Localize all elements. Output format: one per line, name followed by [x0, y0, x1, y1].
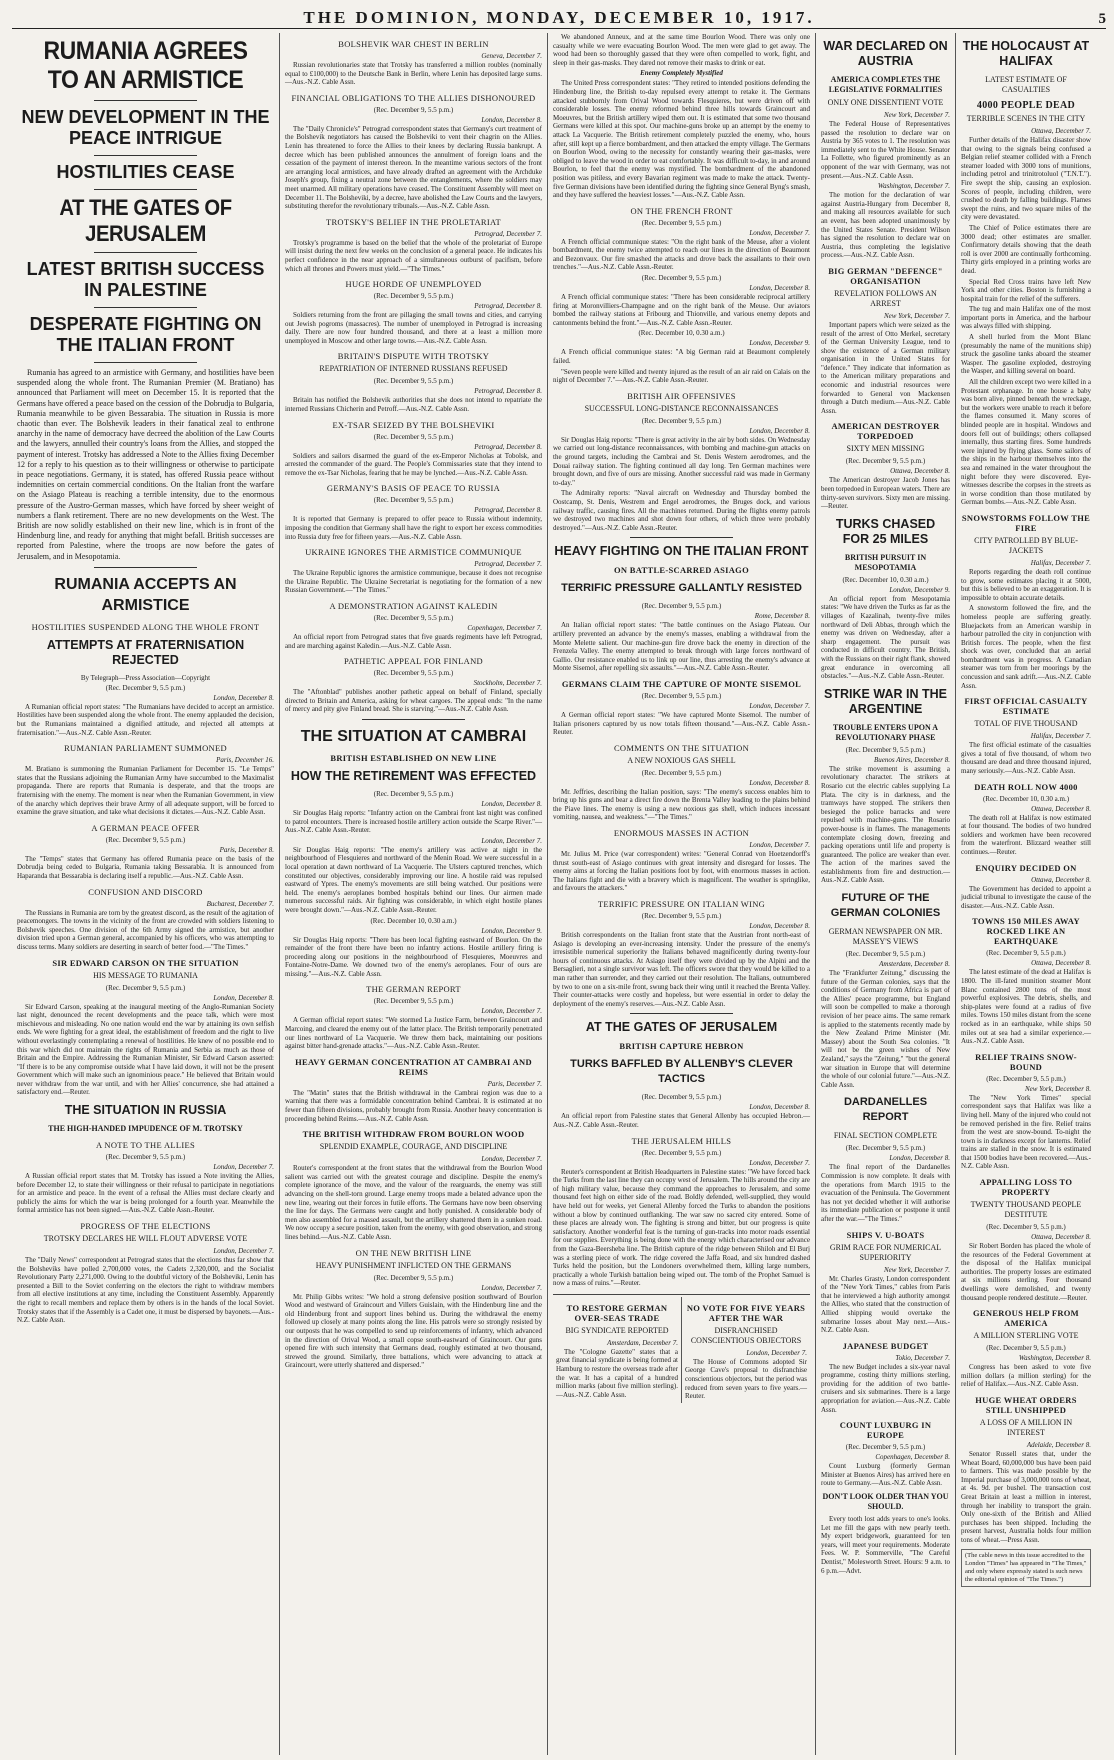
article-text: Reports regarding the death roll continue to grow, some estimates placing it at 5000, but this is believed to be an exaggeration. It is impossible to obtain accurate details.: [961, 567, 1091, 602]
headline: ON THE FRENCH FRONT: [630, 205, 733, 216]
article-text: Soldiers and sailors disarmed the guard of the ex-Emperor Nicholas at Tobolsk, and arrested the commander of the guard. The People's Commissaries state that they intend to remove the ex-Tsar Nicholas, fearing that he may be lynched.—Aus.-N.Z. Cable Assn.: [285, 451, 542, 477]
headline: AMERICAN DESTROYER TORPEDOED: [831, 421, 940, 442]
deck: BRITISH ESTABLISHED ON NEW LINE: [330, 752, 497, 763]
article-text: A shell hurled from the Mont Blanc (presumably the name of the munitions ship) struck the gasoline tanks aboard the steamer Wasper. The gasoline exploded, destroying the Wasper, and killing several on board.: [961, 333, 1091, 376]
headline: SIR EDWARD CARSON ON THE SITUATION: [52, 957, 239, 968]
article-text: Mr. Charles Grasty, London correspondent of the "New York Times," cables from Paris that he interviewed a high authority amongst the Allies, who stated that the construction of Allied shipping would overtake the submarine losses about May next.—Aus.-N.Z. Cable Assn.: [821, 1274, 950, 1335]
main-headline: RUMANIA AGREES TO AN ARMISTICE: [43, 37, 248, 94]
article-text: It is reported that Germany is prepared to offer peace to Russia without indemnity, imposing the condition that Germany shall have the right to export her excess commodities into Russia duty free for fifteen years.—Aus.-N.Z. Cable Assn.: [285, 515, 542, 541]
deck: TROTSKY DECLARES HE WILL FLOUT ADVERSE VOTE: [43, 1234, 248, 1244]
headline: RELIEF TRAINS SNOW-BOUND: [975, 1051, 1077, 1072]
headline: DARDANELLES REPORT: [843, 1096, 928, 1124]
article-text: The tug and main Halifax one of the most important ports in America, and the harbour was always filled with shipping.: [961, 305, 1091, 331]
deck: THE HIGH-HANDED IMPUDENCE OF M. TROTSKY: [48, 1124, 243, 1134]
headline: AT THE GATES OF JERUSALEM: [585, 1020, 778, 1035]
deck: GERMAN NEWSPAPER ON MR. MASSEY'S VIEWS: [828, 927, 943, 947]
column-1: RUMANIA AGREES TO AN ARMISTICE NEW DEVELOPMENT IN THE PEACE INTRIGUE HOSTILITIES CEASE AT THE GATES OF JERUSALEM LATEST BRITISH SUCCESS IN PALESTINE DESPERATE FIGHTING ON THE ITALIAN FRONT Rumania has agreed to an armistice with Germany, and hostilities have been suspended along the whole front. The Rumanian Premier (M. Bratiano) has announced that Parliament will meet on December 15. It is reported that the Germans have offered a peace based on the cession of the Dobrudja to Bulgaria, Rumania meanwhile to be given Bessarabia. The situation in Russia is more chaotic than ever. The Bolshevik leaders in their fanatical zeal to enthrone anarchy in the name of democracy have decreed the abolition of the Law Courts and the lawyers, annulled their country's loans from the Allies, and stopped the payment of interest. Trotsky has addressed a Note to the Allies fixing December 12 for a reply to his question as to their willingness or otherwise to participate in peace negotiations. Germany, it is stated, has offered Russia peace without indemnities on certain commercial conditions. On the Italian front the warfare on the Asiago Plateau is reaching a terrible intensity, due to the enormous pressure of the Austro-German masses, which have forced by sheer weight of numbers a flank retirement. There are no new developments on the West. The British are now solidly established on their new line, which is in front of the Hindenburg line, and ready for anything that might befall. British successes are reported from Palestine, where the troops are now before the gates of Jerusalem, and in Mesopotamia. RUMANIA ACCEPTS AN ARMISTICE HOSTILITIES SUSPENDED ALONG THE WHOLE FRONT ATTEMPTS AT FRATERNISATION REJECTED By Telegraph—Press Association—Copyright (Rec. December 9, 5.5 p.m.) London, December 8. A Rumanian official report states: "The Rumanians have decided to accept an armistice. Hostilities have been suspended along the whole front. The enemy applauded the decision, but the Rumanians maintained a dignified attitude, and rejected all attempts at fraternisation."—Aus.-N.Z. Cable Assn.-Reuter. RUMANIAN PARLIAMENT SUMMONED Paris, December 16. M. Bratiano is summoning the Rumanian Parliament for December 15. "Le Temps" states that the Russians adjoining the Rumanian Army have succumbed to the Maximalist propaganda. There are reports that Rumania is desperate, and that the troops are fraternising with the enemy. The moment is near when the Rumanian Government, in view of the anarchy which deprives their brave Army of all adequate support, will be forced to examine the grave situation, and take what decisions it dictates.—Aus.-N.Z. Cable Assn. A GERMAN PEACE OFFER (Rec. December 9, 5.5 p.m.) Paris, December 8. The "Temps" states that Germany has offered Rumania peace on the basis of the Dobrudja being ceded to Bulgaria, Rumania taking Bessarabia. It is announced from Haparanda that Bessarabia is declaring itself a republic.—Aus.-N.Z. Cable Assn. CONFUSION AND DISCORD Bucharest, December 7. The Russians in Rumania are torn by the greatest discord, as the result of the agitation of peacemongers. The towns in the vicinity of the front are crowded with soldiers listening to Bolshevik speeches. One division of the 6th Army signed the armistice, but another division tried upon a German general, accompanied by his officers, who was attempting to discuss terms. Many soldiers are deserting in search of better food.—"The Times." SIR EDWARD CARSON ON THE SITUATION HIS MESSAGE TO RUMANIA (Rec. December 9, 5.5 p.m.) London, December 8. Sir Edward Carson, speaking at the inaugural meeting of the Anglo-Rumanian Society last night, denounced the recent developments and the peace talk, which were most mischievous and misleading. No one nation would end the war by attaining its own selfish ends. We were fighting for a great ideal, the establishment of freedom and the right to live without everlastingly contemplating a renewal of hostilities. He knew of no possible end to this war which did not maintain the rights of Rumania and Serbia as much as those of Britain and the Empire. Addressing the Rumanian Minister, Sir Edward Carson asserted: "If there is to be any compromise outside what I have laid down, it will not be the present Government which will make such an ignominious peace." He believed that Britain would never withdraw from the war until, and with her Allies' concurrence, she had attained a satisfactory end.—Reuter. THE SITUATION IN RUSSIA THE HIGH-HANDED IMPUDENCE OF M. TROTSKY A NOTE TO THE ALLIES (Rec. December 9, 5.5 p.m.) London, December 7. A Russian official report states that M. Trotsky has issued a Note inviting the Allies, before December 12, to state their willingness or their refusal to participate in negotiations for an armistice and peace. In the event of a refusal the Allies must declare clearly and publicly the aims for which the war is being prolonged for a fourth year. Meanwhile the formal armistice has not been signed.—Aus.-N.Z. Cable Assn.-Reuter. PROGRESS OF THE ELECTIONS TROTSKY DECLARES HE WILL FLOUT ADVERSE VOTE London, December 7. The "Daily News" correspondent at Petrograd states that the elections thus far show that the Bolsheviks have polled 2,700,000 votes, the Cadets 2,320,000, and the Socialist Revolutionary Party 2,271,000. Owing to the doubtful victory of the Bolsheviki, Lenin has presented a Bill to the Soviet conferring on the electors the right to withdraw members from all elective institutions at any time, including the Constituent Assembly. Apparently the right to recall members and replace them by others is in the hands of the local Soviet. Trotsky states that if the Assembly is a Cadet one, it must be dispersed by bayonets.—Aus.-N.Z. Cable Assn.: [12, 33, 280, 1755]
deck: CITY PATROLLED BY BLUE-JACKETS: [974, 535, 1078, 555]
headline: LATEST BRITISH SUCCESS IN PALESTINE: [26, 259, 265, 300]
article-text: The Federal House of Representatives passed the resolution to declare war on Austria by 365 votes to 1. The resolution was immediately sent to the White House. Senator La Follette, who figured prominently as an opponent of the war with Germany, was not present.—Aus.-N.Z. Cable Assn.: [821, 120, 950, 180]
divider: [630, 537, 733, 538]
article-text: Mr. Julius M. Price (war correspondent) writes: "General Conrad von Hoetzendorff's thrust south-east of Asiago continues with great intensity and disregard for losses. The enemy aims at forcing the Italian positions foot by foot, with enormous masses in action. The Italians fight and die with a bravery which is magnificent. The weather is springlike, and favours the attackers.": [553, 850, 810, 893]
headline: NO VOTE FOR FIVE YEARS AFTER THE WAR: [686, 1302, 806, 1323]
masthead-title: THE DOMINION, MONDAY, DECEMBER 10, 1917.: [303, 8, 815, 27]
article-text: The "Aftonblad" publishes another pathetic appeal on behalf of Finland, specially directed to Britain and America, asking for wheat cargoes. The appeal ends: "In the name of mercy and pity give Finland bread. She is starving."—Aus.-N.Z. Cable Assn.: [285, 688, 542, 714]
article-text: Reuter's correspondent at British Headquarters in Palestine states: "We have forced back the Turks from the last line they can occupy west of Jerusalem. The hills around the city are of high military value, because they command the approaches to Jerusalem, and some thousand feet high on either side of the road. Boldly defended, well-supplied, they would have held out for weeks, yet General Allenby forced the Turks to abandon the positions without a blow by continued outflanking. The war saw no sacred city entered. Some of these places are already won. The fighting is strong and bitter, but our progress is quite satisfactory. Another wonderful feat is the turning of gun-tracks into motor roads essential for our supplies. Everything is being done with the energy which characterised our advance from the Gaza-Beersheba line. The British capture of the ridge between Shiloh and El Burj was a sterling piece of work. The ridge covered the Jaffa Road, and six hundred dashed Turks held the position, but the Londoners overwhelmed them, killing large numbers, practically a whole Turkish battalion being wiped out. The tomb of the Prophet Samuel is now a mass of ruins."—Reuter.: [553, 1167, 810, 1288]
headline: HEAVY GERMAN CONCENTRATION AT CAMBRAI AND REIMS: [295, 1056, 532, 1077]
article-text: The "Matin" states that the British withdrawal in the Cambrai region was due to a warning that there was a formidable concentration behind Cambrai. It is estimated at no fewer than fifteen divisions, probably brought from Russia. Another heavy concentration is proceeding behind Reims.—Aus.-N.Z. Cable Assn.: [285, 1088, 542, 1123]
headline: PROGRESS OF THE ELECTIONS: [80, 1221, 211, 1232]
divider: [94, 567, 197, 568]
article-text: "Seven people were killed and twenty injured as the result of an air raid on Calais on the night of December 7."—Aus.-N.Z. Cable Assn.-Reuter.: [553, 367, 810, 385]
headline: PATHETIC APPEAL FOR FINLAND: [343, 656, 483, 667]
headline: SHIPS V. U-BOATS: [846, 1229, 925, 1240]
headline: THE HOLOCAUST AT HALIFAX: [962, 39, 1090, 68]
article-text: A French official communique states: "A big German raid at Beaumont completely failed.: [553, 348, 810, 366]
headline: COMMENTS ON THE SITUATION: [613, 742, 750, 753]
editorial-note: (The cable news in this issue accredited to the London "Times" has appeared in "The Times," and only where expressly stated is such news the editorial opinion of "The Times."): [961, 1549, 1091, 1587]
headline: BIG GERMAN "DEFENCE" ORGANISATION: [828, 265, 943, 286]
deck: FINAL SECTION COMPLETE: [833, 1131, 938, 1141]
headline: FINANCIAL OBLIGATIONS TO THE ALLIES DISHONOURED: [291, 92, 536, 103]
article-text: Sir Douglas Haig reports: "There is great activity in the air by both sides. On Wednesday we carried out long-distance reconnaissances, with bombing and machine-gun attacks on the ground targets, including the Cambrai and St. Denis Western aerodromes, and the Douai railway station. The fighting continued all day long. Ten German machines were brought down, and five of ours are missing. Another successful raid was made in Germany to-day.": [553, 435, 810, 487]
article-text: The Chief of Police estimates there are 3000 dead; other estimates are smaller. Confirmatory details showing that the death roll is over 2000 are continually forthcoming. Thirty girls employed in a printing works are dead.: [961, 223, 1091, 275]
deck: ON BATTLE-SCARRED ASIAGO: [613, 565, 750, 576]
bottom-boxes: [553, 1294, 810, 1403]
headline: EX-TSAR SEIZED BY THE BOLSHEVIKI: [332, 419, 495, 430]
deck: REVELATION FOLLOWS AN ARREST: [834, 288, 937, 308]
article-text: The "Cologne Gazette" states that a great financial syndicate is being formed at Hamburg to restore the overseas trade after the war. It has a capital of a hundred million marks (about five million sterling).—Aus.-N.Z. Cable Assn.: [556, 1347, 678, 1399]
page-number: 5: [1098, 11, 1106, 27]
article-text: An official report from Palestine states that General Allenby has occupied Hebron.—Aus.-N.Z. Cable Assn.-Reuter.: [553, 1112, 810, 1129]
headline: A DEMONSTRATION AGAINST KALEDIN: [329, 601, 498, 611]
article-text: Special Red Cross trains have left New York and other cities. Boston is furnishing a hospital train for the relief of the sufferers.: [961, 277, 1091, 303]
columns: [12, 33, 1106, 1755]
article-text: All the children except two were killed in a Protestant orphanage. In one house a baby was born alive, pinned beneath the wreckage, but the workers were unable to reach it before the flames consumed it. Many scores of blinded people are in hospital. Windows and doors fell out of buildings; others collapsed internally, thus starting fires. Some hundreds were injured by flying glass. Some sailors of the ships in the harbour themselves into the sea and remained in the water throughout the night before they were discovered. Eye-witnesses describe the corpses in the streets as in worse condition than those mutilated by German bombs.—Aus.-N.Z. Cable Assn.: [961, 378, 1091, 507]
deck: TWENTY THOUSAND PEOPLE DESTITUTE: [970, 1200, 1082, 1220]
article-text: A Rumanian official report states: "The Rumanians have decided to accept an armistice. Hostilities have been suspended along the whole front. The enemy applauded the decision, but the Rumanians maintained a dignified attitude, and rejected all attempts at fraternisation."—Aus.-N.Z. Cable Assn.-Reuter.: [17, 702, 274, 737]
headline: FUTURE OF THE GERMAN COLONIES: [830, 892, 941, 920]
deck: TERRIBLE SCENES IN THE CITY: [966, 114, 1086, 123]
lead-paragraph: Rumania has agreed to an armistice with Germany, and hostilities have been suspended along the whole front. The Rumanian Premier (M. Bratiano) has announced that Parliament will meet on December 15. It is reported that the Germans have offered a peace based on the cession of the Dobrudja to Bulgaria, Rumania meanwhile to be given Bessarabia. The situation in Russia is more chaotic than ever. The Bolshevik leaders in their fanatical zeal to enthrone anarchy in the name of democracy have decreed the abolition of the Law Courts and the lawyers, annulled their country's loans from the Allies, and stopped the payment of interest. Trotsky has addressed a Note to the Allies fixing December 12 for a reply to his question as to their willingness or otherwise to participate in peace negotiations. Germany, it is stated, has offered Russia peace without indemnities on certain commercial conditions. On the Italian front the warfare on the Asiago Plateau is reaching a terrible intensity, due to the enormous pressure of the Austro-German masses, which have forced by sheer weight of numbers a flank retirement. There are no new developments on the West. The British are now solidly established on their new line, which is in front of the Hindenburg line, and ready for anything that might befall. British successes are reported from Palestine, where the troops are now before the gates of Jerusalem, and in Mesopotamia.: [17, 368, 274, 561]
article-text: The final report of the Dardanelles Commission is now complete. It deals with the operations from March 1915 to the evacuation of the Peninsula. The Government has not yet decided whether it will authorise its immediate publication or postpone it until after the war.—"The Times.": [821, 1163, 950, 1223]
deck: TROUBLE ENTERS UPON A REVOLUTIONARY PHASE: [832, 722, 939, 742]
article-text: A Russian official report states that M. Trotsky has issued a Note inviting the Allies, before December 12, to state their willingness or their refusal to participate in negotiations for an armistice and peace. In the event of a refusal the Allies must declare clearly and publicly the aims for which the war is being prolonged for a fourth year. Meanwhile the formal armistice has not been signed.—Aus.-N.Z. Cable Assn.-Reuter.: [17, 1172, 274, 1215]
article-text: The Ukraine Republic ignores the armistice communique, because it does not recognise the Ukraine Republic. The Ukraine Secretariat is negotiating for the formation of a new Russian Government.—"The Times.": [285, 569, 542, 595]
deck: ONLY ONE DISSENTIENT VOTE: [827, 98, 944, 107]
headline: FIRST OFFICIAL CASUALTY ESTIMATE: [964, 696, 1088, 717]
article-text: Sir Douglas Haig reports: "The enemy's artillery was active at night in the neighbourhood of Flesquieres and northward of the Menin Road. We were successful in a local operation at dawn northward of La Vacquerie. The Ulsters captured trenches, which constituted our objectives, considerably improving our line. A hostile raid was repulsed eastward of Ypres. The enemy's movements are still being watched. Our positions were held. The enemy's aeroplanes bombed hospitals behind our lines. Our airmen made numerous successful raids. Air fighting was considerable, in which eight hostile planes were brought down."—Aus.-N.Z. Cable Assn.-Reuter.: [285, 845, 542, 914]
headline: SNOWSTORMS FOLLOW THE FIRE: [961, 512, 1091, 533]
article-text: An official report from Mesopotamia states: "We have driven the Turks as far as the villages of Kazalinah, twenty-five miles northward of Deli Abbas, through which the enemy was driven on Wednesday, after a sharp engagement. The pursuit was conducted in difficult country. The British, with the Russians on their right flank, showed great endurance in overcoming all obstacles."—Aus.-N.Z. Cable Assn.-Reuter.: [821, 594, 950, 681]
headline: HEAVY FIGHTING ON THE ITALIAN FRONT: [554, 544, 809, 559]
headline: 4000 PEOPLE DEAD: [976, 100, 1076, 111]
headline: HUGE WHEAT ORDERS STILL UNSHIPPED: [975, 1395, 1077, 1415]
headline: TURKS CHASED FOR 25 MILES: [835, 516, 936, 546]
advertisement-headline: DON'T LOOK OLDER THAN YOU SHOULD.: [822, 1492, 949, 1512]
article-text: The Government has decided to appoint a judicial tribunal to investigate the cause of the disaster.—Aus.-N.Z. Cable Assn.: [961, 884, 1091, 910]
article-text: Russian revolutionaries state that Trotsky has transferred a million roubles (nominally equal to £100,000) to the Deutsche Bank in Berlin, where Lenin has deposited large sums.—Aus.-N.Z. Cable Assn.: [285, 61, 542, 87]
article-text: Sir Douglas Haig reports: "There has been local fighting eastward of Bourlon. On the remainder of the front there have been no infantry actions. Hostile artillery firing is proceeding along our positions in the neighbourhood of Flesquieres, Moeuvres and Fontaine-Notre-Dame. We downed two of the enemy's aeroplanes. Four of ours are missing."—Aus.-N.Z. Cable Assn.: [285, 935, 542, 978]
headline: STRIKE WAR IN THE ARGENTINE: [824, 686, 947, 716]
deck: A NEW NOXIOUS GAS SHELL: [627, 755, 736, 765]
article-text: The "Daily News" correspondent at Petrograd states that the elections thus far show that the Bolsheviks have polled 2,700,000 votes, the Cadets 2,320,000, and the Socialist Revolutionary Party 2,271,000. Owing to the doubtful victory of the Bolsheviki, Lenin has presented a Bill to the Soviet conferring on the electors the right to withdraw members from all elective institutions at any time, including the Constituent Assembly. Apparently the right to recall members and replace them by others is in the hands of the local Soviet. Trotsky states that if the Assembly is a Cadet one, it must be dispersed by bayonets.—Aus.-N.Z. Cable Assn.: [17, 1256, 274, 1325]
headline: TERRIFIC PRESSURE ON ITALIAN WING: [597, 899, 766, 910]
headline: HOSTILITIES CEASE: [56, 162, 235, 182]
article-text: Sir Douglas Haig reports: "Infantry action on the Cambrai front last night was confined to patrol encounters. There is increased hostile artillery action outside the Scarpe River."—Aus.-N.Z. Cable Assn.-Reuter.: [285, 808, 542, 835]
headline: ATTEMPTS AT FRATERNISATION REJECTED: [46, 637, 245, 667]
article-text: British correspondents on the Italian front state that the Austrian front north-east of Asiago is developing an ever-increasing intensity. Under the pressure of the enemy's irresistible numerical superiority the Italians behaved magnificently during twenty-four hours of continuous attacks. At Asiago itself they were divided up by the Alpini and the Bersaglieri, not a single survivor was left. The officers swore that they would be killed to a man rather than surrender, and they carried out their resolution. The Italians, outnumbered by two to one on a six-mile front, swung back their wing until it reached the Brenta Valley. Their counter-attacks were costly and hopeless, but were essential in order to delay the deployment of the enemy's reserves.—Aus.-N.Z. Cable Assn.: [553, 931, 810, 1008]
deck: GRIM RACE FOR NUMERICAL SUPERIORITY: [829, 1242, 942, 1262]
deck: HOSTILITIES SUSPENDED ALONG THE WHOLE FRONT: [31, 621, 260, 632]
box-german-trade: TO RESTORE GERMAN OVER-SEAS TRADE BIG SYNDICATE REPORTED Amsterdam, December 7. The "Cologne Gazette" states that a great financial syndicate is being formed at Hamburg to restore the overseas trade after the war. It has a capital of a hundred million marks (about five million sterling).—Aus.-N.Z. Cable Assn.: [553, 1297, 682, 1403]
headline: WAR DECLARED ON AUSTRIA: [823, 39, 948, 68]
article-text: The first official estimate of the casualties gives a total of five thousand, of whom two thousand are dead and three thousand injured, many seriously.—Aus.-N.Z. Cable Assn.: [961, 741, 1091, 776]
headline: THE JERUSALEM HILLS: [631, 1135, 732, 1146]
article-text: The House of Commons adopted Sir George Cave's proposal to disfranchise conscientious objectors, but the period was reduced from seven years to five years.—Reuter.: [685, 1357, 807, 1401]
article-text: Sir Edward Carson, speaking at the inaugural meeting of the Anglo-Rumanian Society last night, denounced the recent developments and the peace talk, which were most mischievous and misleading. No one nation would end the war by attaining its own selfish ends. We were fighting for a great ideal, the establishment of freedom and the right to live without everlastingly contemplating a renewal of hostilities. He knew of no possible end to this war which did not maintain the rights of Rumania and Serbia as much as those of Britain and the Empire. Addressing the Rumanian Minister, Sir Edward Carson asserted: "If there is to be any compromise outside what I have laid down, it will not be the present Government which will make such an ignominious peace." He believed that Britain would never withdraw from the war until, and with her Allies' concurrence, she had attained a satisfactory end.—Reuter.: [17, 1002, 274, 1097]
article-text: We abandoned Anneux, and at the same time Bourlon Wood. There was only one casualty while we were evacuating Bourlon Wood. The men were glad to get away. The wood had been so thoroughly gassed that they were often compelled to work, fight, and sleep in their gas-masks. They dared not remove their masks to drink or eat.: [553, 33, 810, 67]
headline: DESPERATE FIGHTING ON THE ITALIAN FRONT: [29, 314, 262, 355]
headline: A GERMAN PEACE OFFER: [91, 822, 200, 833]
article-text: Mr. Philip Gibbs writes: "We hold a strong defensive position southward of Bourlon Wood and westward of Graincourt and Villers Guislain, with the Hindenburg line and the old Hindenburg front and support lines behind us. During the withdrawal the enemy followed up closely at many points along the line. His patrols were so strongly resisted by our outposts that he was compelled to send up reinforcements of infantry, which advanced in the direction of Orival Wood, a small copse south-eastward of Graincourt. Our guns opened fire with such intensity that Germans dead, roughly estimated at two thousand, strewed the ground. Similarly, three battalions, which were advancing to attack at Graincourt, were utterly shattered and dispersed.": [285, 1292, 542, 1370]
headline: RUMANIA ACCEPTS AN ARMISTICE: [54, 575, 237, 614]
article-text: M. Bratiano is summoning the Rumanian Parliament for December 15. "Le Temps" states that the Russians adjoining the Rumanian Army have succumbed to the Maximalist propaganda. There are reports that Rumania is desperate, and that the troops are fraternising with the enemy. The moment is near when the Rumanian Government, in view of the anarchy which deprives their brave Army of all adequate support, will be forced to examine the grave situation, and take what decisions it dictates.—Aus.-N.Z. Cable Assn.: [17, 765, 274, 817]
article-text: A snowstorm followed the fire, and the homeless people are suffering greatly. Bluejackets from an American warship in harbour patrolled the city in conjunction with British forces. The people, when the first shock was over, concluded that an aerial bombardment was in progress. A Canadian steamer was torn from her moorings by the concussion and sank adrift.—Aus.-N.Z. Cable Assn.: [961, 604, 1091, 690]
headline: THE BRITISH WITHDRAW FROM BOURLON WOOD: [302, 1129, 525, 1140]
article-text: The strike movement is assuming a revolutionary character. The strikers at Rosario cut the electric cables supplying La Plata. The city is in darkness, and the tramways have stopped. The strikers then besieged the police barracks and were repulsed with machine-guns. The Rosario power-house is in flames. The managements contemplate closing down, freezing and packing operations until life and property is guaranteed. The police are weaker than ever. The action of the marines saved the establishments from fire and destruction.—Aus.-N.Z. Cable Assn.: [821, 764, 950, 885]
headline: ENQUIRY DECIDED ON: [975, 862, 1077, 873]
deck: HEAVY PUNISHMENT INFLICTED ON THE GERMANS: [315, 1260, 512, 1270]
headline: GENEROUS HELP FROM AMERICA: [973, 1308, 1079, 1329]
article-text: Further details of the Halifax disaster show that owing to the signals being confused a Belgian relief steamer collided with a French steamer loaded with 3000 tons of munitions, including petrol and trinitrotoluol ("T.N.T."). Fire swept the ship, causing an explosion. Scores of people, including children, were crushed to death by falling buildings. Flames swept the ruins, and two square miles of the city were devastated.: [961, 136, 1091, 222]
divider: [630, 1013, 733, 1014]
article-text: The "Frankfurter Zeitung," discussing the future of the German colonies, says that the conditions of Germany from Africa is part of the Allies' peace programme, but England will soon be compelled to make a thorough revision of her peace aims. The same remark is applied to the statements recently made by the New Zealand Prime Minister (Mr. Massey) about the South Sea colonies. "It will not be the green wishes of New Zealand," says the "Zeitung," "but the general war situation in Europe that will determine the whole of our colonial future."—Aus.-N.Z. Cable Assn.: [821, 969, 950, 1089]
article-text: The new Budget includes a six-year naval programme, costing thirty millions sterling, providing for the addition of two battle-cruisers and six submarines. There is a large appropriation for aviation.—Aus.-N.Z. Cable Assn.: [821, 1362, 950, 1414]
article-text: The latest estimate of the dead at Halifax is 1800. The ill-fated munition steamer Mont Blanc contained 2800 tons of the most powerful explosives. The debris, shells, and ship-plates were found at a radius of five miles. Towns 150 miles distant from the scene rocked as in an earthquake, while ships 50 miles out at sea had a similar experience.—Aus.-N.Z. Cable Assn.: [961, 968, 1091, 1046]
article-text: A German official report states: "We have captured Monte Sisemol. The number of Italian prisoners captured by us now totals fifteen thousand."—Aus.-N.Z. Cable Assn.-Reuter.: [553, 710, 810, 737]
deck: SPLENDID EXAMPLE, COURAGE, AND DISCIPLINE: [319, 1142, 508, 1152]
headline: TERRIFIC PRESSURE GALLANTLY RESISTED: [561, 582, 802, 595]
advertisement-text: Every tooth lost adds years to one's looks. Let me fill the gaps with new pearly teeth. My expert bridgework, guaranteed for ten years, will meet your requirements. Moderate Fees. W. P. Sommerville, "The Careful Dentist," Molesworth Street. Hours: 9 a.m. to 6 p.m.—Advt.: [821, 1515, 950, 1575]
headline: GERMANS CLAIM THE CAPTURE OF MONTE SISEMOL: [561, 678, 802, 689]
deck: A MILLION STERLING VOTE: [973, 1331, 1079, 1341]
divider: [94, 155, 197, 156]
article-text: Soldiers returning from the front are pillaging the small towns and cities, and carrying out Jewish pogroms (massacres). The number of unemployed in Petrograd is increasing daily. There are now four hundred thousand, and there at a least a million more unemployed in Moscow and other large towns.—Aus.-N.Z. Cable Assn.: [285, 311, 542, 345]
deck: SUCCESSFUL LONG-DISTANCE RECONNAISSANCES: [584, 403, 779, 413]
column-3: We abandoned Anneux, and at the same time Bourlon Wood. There was only one casualty while we were evacuating Bourlon Wood. The men were glad to get away. The wood had been so thoroughly gassed that they were often compelled to work, fight, and sleep in their gas-masks. They dared not remove their masks to drink or eat. Enemy Completely Mystified The United Press correspondent states: "They retired to intended positions defending the Hindenburg line, the British to-day repulsed every attempt to retake it. The Germans attacked stubbornly from Orival Wood towards Flesquieres, but were driven off with considerable losses. The enemy reformed behind three hills towards Graincourt and Moeuvres, but the British artillery wiped them out. It is estimated that some two thousand Germans were killed at this spot. Our machine-guns broke up an attempt by the enemy to attack La Vacquerie. The British retirement completely puzzled the enemy, who, hours after, still kept up a fierce bombardment, and then attacked the empty village. The Germans on Bourlon Wood, owing to the necessity for constantly wearing their gas-masks, were obliged to leave the wood in order to eat comfortably. It was difficult to-day, in and around Bourlon, to feel that the enemy was mystified. The bombardment of the abandoned position was pitiless, and every Bavarian regiment was made to make the attack. Twenty-five German divisions have been identified during the fighting since General Byng's smash, and they have suffered the heaviest losses."—Aus.-N.Z. Cable Assn. ON THE FRENCH FRONT (Rec. December 9, 5.5 p.m.) London, December 7. A French official communique states: "On the right bank of the Meuse, after a violent bombardment, the enemy twice attempted to reach our lines in the direction of Beaumont and Bezonvaux. Our fire smashed the attacks and drove back the assailants to their own trenches."—Aus.-N.Z. Cable Assn.-Reuter. (Rec. December 9, 5.5 p.m.) London, December 8. A French official communique states: "There has been considerable reciprocal artillery firing at Moronvilliers-Champagne and on the right bank of the Meuse. Our aviators bombed the railway stations at Fribourg and Thionville, and various enemy depots and cantonments behind the front."—Aus.-N.Z. Cable Assn.-Reuter. (Rec. December 10, 0.30 a.m.) London, December 9. A French official communique states: "A big German raid at Beaumont completely failed. "Seven people were killed and twenty injured as the result of an air raid on Calais on the night of December 7."—Aus.-N.Z. Cable Assn.-Reuter. BRITISH AIR OFFENSIVES SUCCESSFUL LONG-DISTANCE RECONNAISSANCES (Rec. December 9, 5.5 p.m.) London, December 8. Sir Douglas Haig reports: "There is great activity in the air by both sides. On Wednesday we carried out long-distance reconnaissances, with bombing and machine-gun attacks on the ground targets, including the Cambrai and St. Denis Western aerodromes, and the Douai railway station. The fighting continued all day long. Ten German machines were brought down, and five of ours are missing. Another successful raid was made in Germany to-day." The Admiralty reports: "Naval aircraft on Wednesday and Thursday bombed the Oostcamp, St. Denis, Westrem and Engel aerodromes, the Bruges dock, and various railway traffic, causing fires. All the machines returned. During the flights enemy patrols we destroyed two machines and shot down four others, of which three were probably destroyed."—Aus.-N.Z. Cable Assn.-Reuter. HEAVY FIGHTING ON THE ITALIAN FRONT ON BATTLE-SCARRED ASIAGO TERRIFIC PRESSURE GALLANTLY RESISTED (Rec. December 9, 5.5 p.m.) Rome, December 8. An Italian official report states: "The battle continues on the Asiago Plateau. Our artillery prevented an advance by the enemy's masses, enabling a withdrawal from the Monte Melette salient. Our machine-gun fire drove back the enemy in direction of the Frenzela Valley. The enemy attempted to break through with large forces northward of Gallio. Our resistance enabled us to link up our line, thus arresting the enemy's advance at Monte Sisemol, after repelling six assaults."—Aus.-N.Z. Cable Assn.-Reuter. GERMANS CLAIM THE CAPTURE OF MONTE SISEMOL (Rec. December 9, 5.5 p.m.) London, December 7. A German official report states: "We have captured Monte Sisemol. The number of Italian prisoners captured by us now totals fifteen thousand."—Aus.-N.Z. Cable Assn.-Reuter. COMMENTS ON THE SITUATION A NEW NOXIOUS GAS SHELL (Rec. December 9, 5.5 p.m.) London, December 8. Mr. Jeffries, describing the Italian position, says: "The enemy's success enables him to bring up his guns and bear a direct fire down the Brenta Valley leading to the plains behind the Piave lines. The enemy is using a new noxious gas shell, which induces incessant vomiting, nausea, and weakness."—"The Times." ENORMOUS MASSES IN ACTION London, December 7. Mr. Julius M. Price (war correspondent) writes: "General Conrad von Hoetzendorff's thrust south-east of Asiago continues with great intensity and disregard for losses. The enemy aims at forcing the Italian positions foot by foot, with enormous masses in action. The Italians fight and die with a bravery which is magnificent. The weather is springlike, and favours the attackers." TERRIFIC PRESSURE ON ITALIAN WING (Rec. December 9, 5.5 p.m.) London, December 8. British correspondents on the Italian front state that the Austrian front north-east of Asiago is developing an ever-increasing intensity. Under the pressure of the enemy's irresistible numerical superiority the Italians behaved magnificently during twenty-four hours of continuous attacks. At Asiago itself they were divided up by the Alpini and the Bersaglieri, not a single survivor was left. The officers swore that they would be killed to a man rather than surrender, and they carried out their resolution. The Italians, outnumbered by two to one on a six-mile front, swung back their wing until it reached the Brenta Valley. Their counter-attacks were costly and hopeless, but were essential in order to delay the deployment of the enemy's reserves.—Aus.-N.Z. Cable Assn. AT THE GATES OF JERUSALEM BRITISH CAPTURE HEBRON TURKS BAFFLED BY ALLENBY'S CLEVER TACTICS (Rec. December 9, 5.5 p.m.) London, December 8. An official report from Palestine states that General Allenby has occupied Hebron.—Aus.-N.Z. Cable Assn.-Reuter. THE JERUSALEM HILLS (Rec. December 9, 5.5 p.m.) London, December 7. Reuter's correspondent at British Headquarters in Palestine states: "We have forced back the Turks from the last line they can occupy west of Jerusalem. The hills around the city are of high military value, because they command the approaches to Jerusalem, and some thousand feet high on either side of the road. Boldly defended, well-supplied, they would have held out for weeks, yet General Allenby forced the Turks to abandon the positions without a blow by continued outflanking. The war saw no sacred city entered. Some of these places are already won. The fighting is strong and bitter, but our progress is quite satisfactory. Another wonderful feat is the turning of gun-tracks into motor roads essential for our supplies. Everything is being done with the energy which characterised our advance from the Gaza-Beersheba line. The British capture of the ridge between Shiloh and El Burj was a sterling piece of work. The ridge covered the Jaffa Road, and six hundred dashed Turks held the position, but the Londoners overwhelmed them, killing large numbers, practically a whole Turkish battalion being wiped out. The tomb of the Prophet Samuel is now a mass of ruins."—Reuter. TO RESTORE GERMAN OVER-SEAS TRADE BIG SYNDICATE REPORTED Amsterdam, December 7. The "Cologne Gazette" states that a great financial syndicate is being formed at Hamburg to restore the overseas trade after the war. It has a capital of a hundred million marks (about five million sterling).—Aus.-N.Z. Cable Assn. NO VOTE FOR FIVE YEARS AFTER THE WAR DISFRANCHISED CONSCIENTIOUS OBJECTORS London, December 7. The House of Commons adopted Sir George Cave's proposal to disfranchise conscientious objectors, but the period was reduced from seven years to five years.—Reuter.: [548, 33, 816, 1755]
column-4: WAR DECLARED ON AUSTRIA AMERICA COMPLETES THE LEGISLATIVE FORMALITIES ONLY ONE DISSENTIENT VOTE New York, December 7. The Federal House of Representatives passed the resolution to declare war on Austria by 365 votes to 1. The resolution was immediately sent to the White House. Senator La Follette, who figured prominently as an opponent of the war with Germany, was not present.—Aus.-N.Z. Cable Assn. Washington, December 7. The motion for the declaration of war against Austria-Hungary from December 8, and making all resources available for such an event, has been adopted unanimously by the United States Senate. President Wilson has signed the resolution to declare war on Austria, thus completing the legislative process.—Aus.-N.Z. Cable Assn. BIG GERMAN "DEFENCE" ORGANISATION REVELATION FOLLOWS AN ARREST New York, December 7. Important papers which were seized as the result of the arrest of Otto Merkel, secretary of the German University League, tend to show the existence of a German military organisation in the United States for "defence." They indicate that information as to the American military preparations and economic and industrial resources were forwarded to General von Mackensen through a Dutch medium.—Aus.-N.Z. Cable Assn. AMERICAN DESTROYER TORPEDOED SIXTY MEN MISSING (Rec. December 9, 5.5 p.m.) Ottawa, December 8. The American destroyer Jacob Jones has been torpedoed in European waters. There are thirty-seven survivors. Sixty men are missing.—Reuter. TURKS CHASED FOR 25 MILES BRITISH PURSUIT IN MESOPOTAMIA (Rec. December 10, 0.30 a.m.) London, December 9. An official report from Mesopotamia states: "We have driven the Turks as far as the villages of Kazalinah, twenty-five miles northward of Deli Abbas, through which the enemy was driven on Wednesday, after a sharp engagement. The pursuit was conducted in difficult country. The British, with the Russians on their right flank, showed great endurance in overcoming all obstacles."—Aus.-N.Z. Cable Assn.-Reuter. STRIKE WAR IN THE ARGENTINE TROUBLE ENTERS UPON A REVOLUTIONARY PHASE (Rec. December 9, 5.5 p.m.) Buenos Aires, December 8. The strike movement is assuming a revolutionary character. The strikers at Rosario cut the electric cables supplying La Plata. The city is in darkness, and the tramways have stopped. The strikers then besieged the police barracks and were repulsed with machine-guns. The Rosario power-house is in flames. The managements contemplate closing down, freezing and packing operations until life and property is guaranteed. The police are weaker than ever. The action of the marines saved the establishments from fire and destruction.—Aus.-N.Z. Cable Assn. FUTURE OF THE GERMAN COLONIES GERMAN NEWSPAPER ON MR. MASSEY'S VIEWS (Rec. December 9, 5.5 p.m.) Amsterdam, December 8. The "Frankfurter Zeitung," discussing the future of the German colonies, says that the conditions of Germany from Africa is part of the Allies' peace programme, but England will soon be compelled to make a thorough revision of her peace aims. The same remark is applied to the statements recently made by the New Zealand Prime Minister (Mr. Massey) about the South Sea colonies. "It will not be the green wishes of New Zealand," says the "Zeitung," "but the general war situation in Europe that will determine the whole of our colonial future."—Aus.-N.Z. Cable Assn. DARDANELLES REPORT FINAL SECTION COMPLETE (Rec. December 9, 5.5 p.m.) London, December 8. The final report of the Dardanelles Commission is now complete. It deals with the operations from March 1915 to the evacuation of the Peninsula. The Government has not yet decided whether it will authorise its immediate publication or postpone it until after the war.—"The Times." SHIPS V. U-BOATS GRIM RACE FOR NUMERICAL SUPERIORITY New York, December 7. Mr. Charles Grasty, London correspondent of the "New York Times," cables from Paris that he interviewed a high authority amongst the Allies, who stated that the construction of Allied shipping would overtake the submarine losses about May next.—Aus.-N.Z. Cable Assn. JAPANESE BUDGET Tokio, December 7. The new Budget includes a six-year naval programme, costing thirty millions sterling, providing for the addition of two battle-cruisers and six submarines. There is a large appropriation for aviation.—Aus.-N.Z. Cable Assn. COUNT LUXBURG IN EUROPE (Rec. December 9, 5.5 p.m.) Copenhagen, December 8. Count Luxburg (formerly German Minister at Buenos Aires) has arrived here en route to Germany.—Aus.-N.Z. Cable Assn. DON'T LOOK OLDER THAN YOU SHOULD. Every tooth lost adds years to one's looks. Let me fill the gaps with new pearly teeth. My expert bridgework, guaranteed for ten years, will meet your requirements. Moderate Fees. W. P. Sommerville, "The Careful Dentist," Molesworth Street. Hours: 9 a.m. to 6 p.m.—Advt.: [816, 33, 956, 1755]
article-text: Congress has been asked to vote five million dollars (a million sterling) for the relief of Halifax.—Aus.-N.Z. Cable Assn.: [961, 1363, 1091, 1389]
headline: TROTSKY'S BELIEF IN THE PROLETARIAT: [325, 216, 502, 227]
divider: [94, 307, 197, 308]
box-no-vote: NO VOTE FOR FIVE YEARS AFTER THE WAR DISFRANCHISED CONSCIENTIOUS OBJECTORS London, December 7. The House of Commons adopted Sir George Cave's proposal to disfranchise conscientious objectors, but the period was reduced from seven years to five years.—Reuter.: [685, 1302, 807, 1401]
column-2: BOLSHEVIK WAR CHEST IN BERLIN Geneva, December 7. Russian revolutionaries state that Trotsky has transferred a million roubles (nominally equal to £100,000) to the Deutsche Bank in Berlin, where Lenin has deposited large sums.—Aus.-N.Z. Cable Assn. FINANCIAL OBLIGATIONS TO THE ALLIES DISHONOURED (Rec. December 9, 5.5 p.m.) London, December 8. The "Daily Chronicle's" Petrograd correspondent states that Germany's curt treatment of the Bolshevik negotiators has caused the Bolsheviki to vent their chagrin on the Allies. Lenin has threatened to force the Allies to their knees by declaring Russia bankrupt. A decree which has been published announces the annulment of foreign loans and the cessation of the payment of interest thereon. In the meantime various sectors of the front are arranging local armistices, and have already drafted an agreement with the Archduke Joseph's group, fixing a neutral zone between the entanglements, where the soldiers may meet unarmed. All military operations have ceased. The Constituent Assembly will meet on December 11. The Bolsheviki, by a decree, have abolished the Law Courts and the lawyers, substituting therefor the revolutionary tribunals.—Aus.-N.Z. Cable Assn. TROTSKY'S BELIEF IN THE PROLETARIAT Petrograd, December 7. Trotsky's programme is based on the belief that the whole of the proletariat of Europe will insist during the next few weeks on the conclusion of a general peace. He indicates his perfect confidence in the near approach of a simultaneous outburst of pacifism, before which all thrones and Powers must yield.—"The Times." HUGE HORDE OF UNEMPLOYED (Rec. December 9, 5.5 p.m.) Petrograd, December 8. Soldiers returning from the front are pillaging the small towns and cities, and carrying out Jewish pogroms (massacres). The number of unemployed in Petrograd is increasing daily. There are now four hundred thousand, and there at a least a million more unemployed in Moscow and other large towns.—Aus.-N.Z. Cable Assn. BRITAIN'S DISPUTE WITH TROTSKY REPATRIATION OF INTERNED RUSSIANS REFUSED (Rec. December 9, 5.5 p.m.) Petrograd, December 8. Britain has notified the Bolshevik authorities that she does not intend to repatriate the interned Russians Chicherin and Petroff.—Aus.-N.Z. Cable Assn. EX-TSAR SEIZED BY THE BOLSHEVIKI (Rec. December 9, 5.5 p.m.) Petrograd, December 8. Soldiers and sailors disarmed the guard of the ex-Emperor Nicholas at Tobolsk, and arrested the commander of the guard. The People's Commissaries state that they intend to remove the ex-Tsar Nicholas, fearing that he may be lynched.—Aus.-N.Z. Cable Assn. GERMANY'S BASIS OF PEACE TO RUSSIA (Rec. December 9, 5.5 p.m.) Petrograd, December 8. It is reported that Germany is prepared to offer peace to Russia without indemnity, imposing the condition that Germany shall have the right to export her excess commodities into Russia duty free for fifteen years.—Aus.-N.Z. Cable Assn. UKRAINE IGNORES THE ARMISTICE COMMUNIQUE Petrograd, December 7. The Ukraine Republic ignores the armistice communique, because it does not recognise the Ukraine Republic. The Ukraine Secretariat is negotiating for the formation of a new Russian Government.—"The Times." A DEMONSTRATION AGAINST KALEDIN (Rec. December 9, 5.5 p.m.) Copenhagen, December 7. An official report from Petrograd states that five guards regiments have left Petrograd, and are marching against Kaledin.—Aus.-N.Z. Cable Assn. PATHETIC APPEAL FOR FINLAND (Rec. December 9, 5.5 p.m.) Stockholm, December 7. The "Aftonblad" publishes another pathetic appeal on behalf of Finland, specially directed to Britain and America, asking for wheat cargoes. The appeal ends: "In the name of mercy and pity give Finland bread. She is starving."—Aus.-N.Z. Cable Assn. THE SITUATION AT CAMBRAI BRITISH ESTABLISHED ON NEW LINE HOW THE RETIREMENT WAS EFFECTED (Rec. December 9, 5.5 p.m.) London, December 8. Sir Douglas Haig reports: "Infantry action on the Cambrai front last night was confined to patrol encounters. There is increased hostile artillery action outside the Scarpe River."—Aus.-N.Z. Cable Assn.-Reuter. London, December 7. Sir Douglas Haig reports: "The enemy's artillery was active at night in the neighbourhood of Flesquieres and northward of the Menin Road. We were successful in a local operation at dawn northward of La Vacquerie. The Ulsters captured trenches, which constituted our objectives, considerably improving our line. A hostile raid was repulsed eastward of Ypres. The enemy's movements are still being watched. Our positions were held. The enemy's aeroplanes bombed hospitals behind our lines. Our airmen made numerous successful raids. Air fighting was considerable, in which eight hostile planes were brought down."—Aus.-N.Z. Cable Assn.-Reuter. (Rec. December 10, 0.30 a.m.) London, December 9. Sir Douglas Haig reports: "There has been local fighting eastward of Bourlon. On the remainder of the front there have been no infantry actions. Hostile artillery firing is proceeding along our positions in the neighbourhood of Flesquieres, Moeuvres and Fontaine-Notre-Dame. We downed two of the enemy's aeroplanes. Four of ours are missing."—Aus.-N.Z. Cable Assn. THE GERMAN REPORT (Rec. December 9, 5.5 p.m.) London, December 7. A German official report states: "We stormed La Justice Farm, between Graincourt and Marcoing, and cleared the enemy out of the latter place. The British temporarily penetrated our lines northward of La Vacquerie. We threw them back, maintaining our positions against bitter hand-grenade attacks."—Aus.-N.Z. Cable Assn.-Reuter. HEAVY GERMAN CONCENTRATION AT CAMBRAI AND REIMS Paris, December 7. The "Matin" states that the British withdrawal in the Cambrai region was due to a warning that there was a formidable concentration behind Cambrai. It is estimated at no fewer than fifteen divisions, probably brought from Russia. Another heavy concentration is proceeding behind Reims.—Aus.-N.Z. Cable Assn. THE BRITISH WITHDRAW FROM BOURLON WOOD SPLENDID EXAMPLE, COURAGE, AND DISCIPLINE London, December 7. Router's correspondent at the front states that the withdrawal from the Bourlon Wood salient was carried out with the greatest courage and discipline. Despite the enemy's complete ignorance of the move, and the valour of the rearguards, the enemy was still advancing on the shell-torn ground. Large enemy troops made a belated advance upon the new line, wearing out their forces in futile efforts. The Germans have now been observing the line for days. The Germans were caught and hotly punished. A considerable body of men also assembled for a massed assault, but the artillery shattered them in a sunken road. We now occupy a secure position, taken from the enemy, with good observation, and strong lines behind.—Aus.-N.Z. Cable Assn. ON THE NEW BRITISH LINE HEAVY PUNISHMENT INFLICTED ON THE GERMANS (Rec. December 9, 5.5 p.m.) London, December 7. Mr. Philip Gibbs writes: "We hold a strong defensive position southward of Bourlon Wood and westward of Graincourt and Villers Guislain, with the Hindenburg line and the old Hindenburg front and support lines behind us. During the withdrawal the enemy followed up closely at many points along the line. His patrols were so strongly resisted by our outposts that he was compelled to send up reinforcements of infantry, which advanced in the direction of Orival Wood, a small copse south-eastward of Graincourt. Our guns opened fire with such intensity that Germans dead, roughly estimated at two thousand, strewed the ground. Similarly, three battalions, which were advancing to attack at Graincourt, were utterly shattered and dispersed.": [280, 33, 548, 1755]
divider: [362, 719, 465, 720]
deck: BIG SYNDICATE REPORTED: [565, 1325, 669, 1335]
headline: TO RESTORE GERMAN OVER-SEAS TRADE: [566, 1302, 668, 1323]
article-text: Important papers which were seized as the result of the arrest of Otto Merkel, secretary of the German University League, tend to show the existence of a German military organisation in the United States for "defence." They indicate that information as to the American military preparations and economic and industrial resources were forwarded to General von Mackensen through a Dutch medium.—Aus.-N.Z. Cable Assn.: [821, 320, 950, 415]
headline: THE SITUATION AT CAMBRAI: [300, 727, 527, 745]
divider: [94, 252, 197, 253]
headline: BRITISH AIR OFFENSIVES: [627, 390, 736, 401]
article-text: A German official report states: "We stormed La Justice Farm, between Graincourt and Marcoing, and cleared the enemy out of the latter place. The British temporarily penetrated our lines northward of La Vacquerie. We threw them back, maintaining our positions against bitter hand-grenade attacks."—Aus.-N.Z. Cable Assn.-Reuter.: [285, 1016, 542, 1051]
headline: THE SITUATION IN RUSSIA: [64, 1103, 227, 1118]
article-text: The motion for the declaration of war against Austria-Hungary from December 8, and making all resources available for such an event, has been adopted unanimously by the United States Senate. President Wilson has signed the resolution to declare war on Austria, thus completing the legislative process.—Aus.-N.Z. Cable Assn.: [821, 191, 950, 260]
deck: TOTAL OF FIVE THOUSAND: [974, 719, 1078, 729]
headline: HUGE HORDE OF UNEMPLOYED: [345, 279, 482, 290]
deck: SIXTY MEN MISSING: [846, 444, 925, 454]
article-text: Mr. Jeffries, describing the Italian position, says: "The enemy's success enables him to bring up his guns and bear a direct fire down the Brenta Valley leading to the plains behind the Piave lines. The enemy is using a new noxious gas shell, which induces incessant vomiting, nausea, and weakness."—"The Times.": [553, 787, 810, 822]
divider: [94, 362, 197, 363]
article-text: Count Luxburg (formerly German Minister at Buenos Aires) has arrived here en route to Germany.—Aus.-N.Z. Cable Assn.: [821, 1462, 950, 1488]
headline: DEATH ROLL NOW 4000: [974, 781, 1078, 792]
article-text: Router's correspondent at the front states that the withdrawal from the Bourlon Wood salient was carried out with the greatest courage and discipline. Despite the enemy's complete ignorance of the move, and the valour of the rearguards, the enemy was still advancing on the shell-torn ground. Large enemy troops made a belated advance upon the new line, wearing out their forces in futile efforts. The Germans have now been observing the line for days. The Germans were caught and hotly punished. A considerable body of men also assembled for a massed assault, but the artillery shattered them in a sunken road. We now occupy a secure position, taken from the enemy, with good observation, and strong lines behind.—Aus.-N.Z. Cable Assn.: [285, 1164, 542, 1241]
article-text: The Russians in Rumania are torn by the greatest discord, as the result of the agitation of peacemongers. The towns in the vicinity of the front are crowded with soldiers listening to Bolshevik speeches. One division of the 6th Army signed the armistice, but another division tried upon a German general, accompanied by his officers, who was attempting to discuss terms. Many soldiers are deserting in search of better food.—"The Times.": [17, 908, 274, 951]
article-text: A French official communique states: "On the right bank of the Meuse, after a violent bombardment, the enemy twice attempted to reach our lines in the direction of Beaumont and Bezonvaux. Our fire smashed the attacks and drove back the assailants to their own trenches."—Aus.-N.Z. Cable Assn.-Reuter.: [553, 237, 810, 272]
headline: A NOTE TO THE ALLIES: [95, 1140, 196, 1151]
divider: [94, 189, 197, 190]
article-text: The United Press correspondent states: "They retired to intended positions defending the Hindenburg line, the British to-day repulsed every attempt to retake it. The Germans attacked stubbornly from Orival Wood towards Flesquieres, but were driven off with considerable losses. The enemy reformed behind three hills towards Graincourt and Moeuvres, but the British artillery wiped them out. It is estimated that some two thousand Germans were killed at this spot. Our machine-guns broke up an attempt by the enemy to attack La Vacquerie. The British retirement completely puzzled the enemy, who, hours after, still kept up a fierce bombardment, and then attacked the empty village. The Germans on Bourlon Wood, owing to the necessity for constantly wearing their gas-masks, were obliged to leave the wood in order to eat comfortably. It was difficult to-day, in and around Bourlon, to feel that the enemy was mystified. The bombardment of the abandoned position was pitiless, and every Bavarian regiment was made to make the attack. Twenty-five German divisions have been identified during the fighting since General Byng's smash, and they have suffered the heaviest losses."—Aus.-N.Z. Cable Assn.: [553, 79, 810, 200]
deck: DISFRANCHISED CONSCIENTIOUS OBJECTORS: [690, 1325, 802, 1345]
article-text: The Admiralty reports: "Naval aircraft on Wednesday and Thursday bombed the Oostcamp, St. Denis, Westrem and Engel aerodromes, the Bruges dock, and various railway traffic, causing fires. All the machines returned. During the flights enemy patrols we destroyed two machines and shot down four others, of which three were probably destroyed."—Aus.-N.Z. Cable Assn.-Reuter.: [553, 489, 810, 532]
article-text: Britain has notified the Bolshevik authorities that she does not intend to repatriate the interned Russians Chicherin and Petroff.—Aus.-N.Z. Cable Assn.: [285, 396, 542, 414]
deck: BRITISH PURSUIT IN MESOPOTAMIA: [844, 552, 927, 572]
article-text: A French official communique states: "There has been considerable reciprocal artillery firing at Moronvilliers-Champagne and on the right bank of the Meuse. Our aviators bombed the railway stations at Fribourg and Thionville, and various enemy depots and cantonments behind the front."—Aus.-N.Z. Cable Assn.-Reuter.: [553, 293, 810, 327]
headline: ENORMOUS MASSES IN ACTION: [613, 828, 750, 839]
headline: BRITAIN'S DISPUTE WITH TROTSKY: [337, 351, 490, 362]
headline: JAPANESE BUDGET: [842, 1340, 929, 1351]
headline: TURKS BAFFLED BY ALLENBY'S CLEVER TACTICS: [570, 1058, 793, 1086]
article-text: The death roll at Halifax is now estimated at four thousand. The bodies of two hundred soldiers and workmen have been recovered from the waterfront. Blizzard weather still continues.—Reuter.: [961, 813, 1091, 856]
article-text: Senator Russell states that, under the Wheat Board, 60,000,000 bus have been paid to farmers. This was made possible by the Imperial purchase of 3,000,000 tons of wheat, at 4s. 9d. per bushel. The transaction cost Great Britain at least a million in interest, through her inability to transport the grain. Only one-sixth of the British and Allied purchases has been shipped. Including the present harvest, Australia holds four million tons of wheat.—Press Assn.: [961, 1450, 1091, 1544]
article-text: The "New York Times" special correspondent says that Halifax was like a living hell. Many of the injured who could not be removed perished in the fire. Relief trains from the west are snow-bound. To-night the town is in darkness except for lanterns. Relief trains are stalled in the snow. It is estimated that 1500 bodies have been recovered.—Aus.-N.Z. Cable Assn.: [961, 1093, 1091, 1171]
headline: COUNT LUXBURG IN EUROPE: [839, 1420, 932, 1441]
subheading: Enemy Completely Mystified: [640, 69, 723, 78]
deck: REPATRIATION OF INTERNED RUSSIANS REFUSED: [319, 364, 508, 374]
column-5: THE HOLOCAUST AT HALIFAX LATEST ESTIMATE OF CASUALTIES 4000 PEOPLE DEAD TERRIBLE SCENES IN THE CITY Ottawa, December 7. Further details of the Halifax disaster show that owing to the signals being confused a Belgian relief steamer collided with a French steamer loaded with 3000 tons of munitions, including petrol and trinitrotoluol ("T.N.T."). Fire swept the ship, causing an explosion. Scores of people, including children, were crushed to death by falling buildings. Flames swept the ruins, and two square miles of the city were devastated. The Chief of Police estimates there are 3000 dead; other estimates are smaller. Confirmatory details showing that the death roll is over 2000 are continually forthcoming. Thirty girls employed in a printing works are dead. Special Red Cross trains have left New York and other cities. Boston is furnishing a hospital train for the relief of the sufferers. The tug and main Halifax one of the most important ports in America, and the harbour was always filled with shipping. A shell hurled from the Mont Blanc (presumably the name of the munitions ship) struck the gasoline tanks aboard the steamer Wasper. The gasoline exploded, destroying the Wasper, and killing several on board. All the children except two were killed in a Protestant orphanage. In one house a baby was born alive, pinned beneath the wreckage, but the workers were unable to reach it before the flames consumed it. Many scores of blinded people are in hospital. Windows and doors fell out of buildings; others collapsed internally, thus starting fires. Some hundreds were injured by flying glass. Some sailors of the ships in the harbour themselves into the sea and remained in the water throughout the night before they were discovered. Eye-witnesses describe the corpses in the streets as in worse condition than those mutilated by German bombs.—Aus.-N.Z. Cable Assn. SNOWSTORMS FOLLOW THE FIRE CITY PATROLLED BY BLUE-JACKETS Halifax, December 7. Reports regarding the death roll continue to grow, some estimates placing it at 5000, but this is believed to be an exaggeration. It is impossible to obtain accurate details. A snowstorm followed the fire, and the homeless people are suffering greatly. Bluejackets from an American warship in harbour patrolled the city in conjunction with British forces. The people, when the first shock was over, concluded that an aerial bombardment was in progress. A Canadian steamer was torn from her moorings by the concussion and sank adrift.—Aus.-N.Z. Cable Assn. FIRST OFFICIAL CASUALTY ESTIMATE TOTAL OF FIVE THOUSAND Halifax, December 7. The first official estimate of the casualties gives a total of five thousand, of whom two thousand are dead and three thousand injured, many seriously.—Aus.-N.Z. Cable Assn. DEATH ROLL NOW 4000 (Rec. December 10, 0.30 a.m.) Ottawa, December 8. The death roll at Halifax is now estimated at four thousand. The bodies of two hundred soldiers and workmen have been recovered from the waterfront. Blizzard weather still continues.—Reuter. ENQUIRY DECIDED ON Ottawa, December 8. The Government has decided to appoint a judicial tribunal to investigate the cause of the disaster.—Aus.-N.Z. Cable Assn. TOWNS 150 MILES AWAY ROCKED LIKE AN EARTHQUAKE (Rec. December 9, 5.5 p.m.) Ottawa, December 8. The latest estimate of the dead at Halifax is 1800. The ill-fated munition steamer Mont Blanc contained 2800 tons of the most powerful explosives. The debris, shells, and ship-plates were found at a radius of five miles. Towns 150 miles distant from the scene rocked as in an earthquake, while ships 50 miles out at sea had a similar experience.—Aus.-N.Z. Cable Assn. RELIEF TRAINS SNOW-BOUND (Rec. December 9, 5.5 p.m.) New York, December 8. The "New York Times" special correspondent says that Halifax was like a living hell. Many of the injured who could not be removed perished in the fire. Relief trains from the west are snow-bound. To-night the town is in darkness except for lanterns. Relief trains are stalled in the snow. It is estimated that 1500 bodies have been recovered.—Aus.-N.Z. Cable Assn. APPALLING LOSS TO PROPERTY TWENTY THOUSAND PEOPLE DESTITUTE (Rec. December 9, 5.5 p.m.) Ottawa, December 8. Sir Robert Borden has placed the whole of the resources of the Federal Government at the disposal of the Halifax municipal authorities. The property losses are estimated at six millions sterling. Four thousand dwellings were demolished, and twenty thousand people rendered destitute.—Reuter. GENEROUS HELP FROM AMERICA A MILLION STERLING VOTE (Rec. December 9, 5.5 p.m.) Washington, December 8. Congress has been asked to vote five million dollars (a million sterling) for the relief of Halifax.—Aus.-N.Z. Cable Assn. HUGE WHEAT ORDERS STILL UNSHIPPED A LOSS OF A MILLION IN INTEREST Adelaide, December 8. Senator Russell states that, under the Wheat Board, 60,000,000 bus have been paid to farmers. This was made possible by the Imperial purchase of 3,000,000 tons of wheat, at 4s. 9d. per bushel. The transaction cost Great Britain at least a million in interest, through her inability to transport the grain. Only one-sixth of the British and Allied purchases has been shipped. Including the present harvest, Australia holds four million tons of wheat.—Press Assn. (The cable news in this issue accredited to the London "Times" has appeared in "The Times," and only where expressly stated is such news the editorial opinion of "The Times."): [956, 33, 1096, 1755]
headline: APPALLING LOSS TO PROPERTY: [979, 1177, 1073, 1198]
headline: CONFUSION AND DISCORD: [88, 886, 203, 897]
headline: GERMANY'S BASIS OF PEACE TO RUSSIA: [326, 483, 501, 494]
headline: THE GERMAN REPORT: [366, 984, 461, 995]
article-text: The "Temps" states that Germany has offered Rumania peace on the basis of the Dobrudja being ceded to Bulgaria, Rumania taking Bessarabia. It is announced from Haparanda that Bessarabia is declaring itself a republic.—Aus.-N.Z. Cable Assn.: [17, 854, 274, 880]
article-text: An official report from Petrograd states that five guards regiments have left Petrograd, and are marching against Kaledin.—Aus.-N.Z. Cable Assn.: [285, 633, 542, 650]
copyright-line: By Telegraph—Press Association—Copyright: [80, 673, 211, 682]
headline: ON THE NEW BRITISH LINE: [355, 1247, 472, 1258]
article-text: Sir Robert Borden has placed the whole of the resources of the Federal Government at the disposal of the Halifax municipal authorities. The property losses are estimated at six millions sterling. Four thousand dwellings were demolished, and twenty thousand people rendered destitute.—Reuter.: [961, 1242, 1091, 1302]
article-text: The "Daily Chronicle's" Petrograd correspondent states that Germany's curt treatment of the Bolshevik negotiators has caused the Bolsheviki to vent their chagrin on the Allies. Lenin has threatened to force the Allies to their knees by declaring Russia bankrupt. A decree which has been published announces the annulment of foreign loans and the cessation of the payment of interest thereon. In the meantime various sectors of the front are arranging local armistices, and have already drafted an agreement with the Archduke Joseph's group, fixing a neutral zone between the entanglements, where the soldiers may meet unarmed. All military operations have ceased. The Constituent Assembly will meet on December 11. The Bolsheviki, by a decree, have abolished the Law Courts and the lawyers, substituting therefor the revolutionary tribunals.—Aus.-N.Z. Cable Assn.: [285, 124, 542, 211]
masthead: [12, 6, 1106, 29]
headline: RUMANIAN PARLIAMENT SUMMONED: [64, 743, 227, 754]
deck: BRITISH CAPTURE HEBRON: [619, 1041, 744, 1052]
headline: BOLSHEVIK WAR CHEST IN BERLIN: [338, 39, 489, 49]
headline: TOWNS 150 MILES AWAY ROCKED LIKE AN EARTHQUAKE: [972, 916, 1080, 947]
headline: HOW THE RETIREMENT WAS EFFECTED: [290, 768, 537, 783]
article-text: An Italian official report states: "The battle continues on the Asiago Plateau. Our artillery prevented an advance by the enemy's masses, enabling a withdrawal from the Monte Melette salient. Our machine-gun fire drove back the enemy in direction of the Frenzela Valley. The enemy attempted to break through with large forces northward of Gallio. Our resistance enabled us to link up our line, thus arresting the enemy's advance at Monte Sisemol, after repelling six assaults."—Aus.-N.Z. Cable Assn.-Reuter.: [553, 621, 810, 673]
headline: AT THE GATES OF JERUSALEM: [59, 195, 232, 246]
deck: LATEST ESTIMATE OF CASUALTIES: [985, 75, 1067, 94]
headline: NEW DEVELOPMENT IN THE PEACE INTRIGUE: [21, 107, 270, 148]
article-text: The American destroyer Jacob Jones has been torpedoed in European waters. There are thirty-seven survivors. Sixty men are missing.—Reuter.: [821, 476, 950, 511]
deck: A LOSS OF A MILLION IN INTEREST: [979, 1418, 1073, 1437]
article-text: Trotsky's programme is based on the belief that the whole of the proletariat of Europe will insist during the next few weeks on the conclusion of a general peace. He indicates his perfect confidence in the near approach of a simultaneous outburst of pacifism, before which all thrones and Powers must yield.—"The Times.": [285, 238, 542, 273]
deck: AMERICA COMPLETES THE LEGISLATIVE FORMALITIES: [828, 75, 943, 94]
deck: HIS MESSAGE TO RUMANIA: [93, 970, 198, 980]
headline: UKRAINE IGNORES THE ARMISTICE COMMUNIQUE: [305, 547, 522, 558]
divider: [94, 100, 197, 101]
